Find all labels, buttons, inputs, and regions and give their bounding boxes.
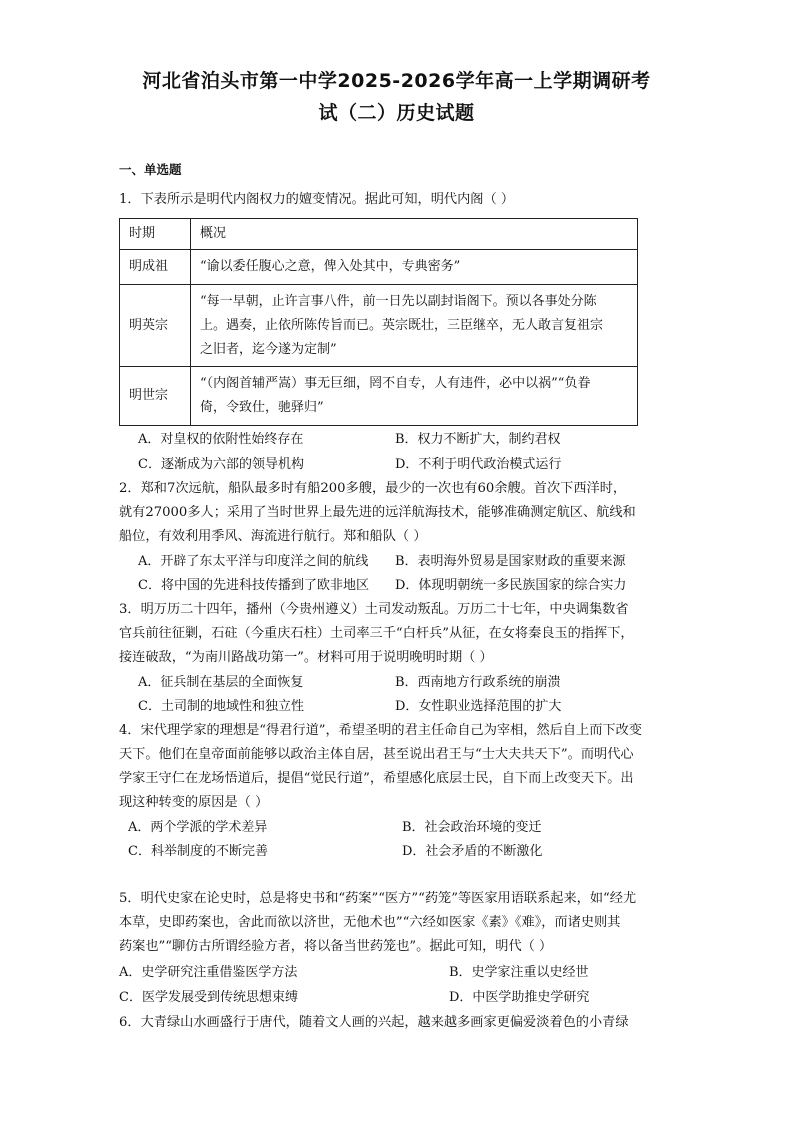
table-header-cell: 时期 [120,219,191,250]
table-header-row [120,219,638,250]
q3-line: 接连破敌，“为南川路战功第一”。材料可用于说明晚明时期（ ） [119,650,493,665]
title-line-1: 河北省泊头市第一中学2025-2026学年高一上学期调研考 [142,70,651,92]
table-row [120,250,638,285]
table-period-cell: 明世宗 [120,367,191,426]
q5-line: 药案也”“聊仿古所谓经验方者，将以备当世药笼也”。据此可知，明代（ ） [119,939,553,954]
q1-option-d[interactable]: D．不利于明代政治模式运行 [395,457,562,472]
q3-option-c[interactable]: C．土司制的地域性和独立性 [138,699,304,714]
q2-option-c[interactable]: C．将中国的先进科技传播到了欧非地区 [138,578,369,593]
q3-option-a[interactable]: A．征兵制在基层的全面恢复 [138,675,304,690]
q2-line: 2．郑和7次远航，船队最多时有船200多艘，最少的一次也有60余艘。首次下西洋时， [119,481,627,496]
table-row [120,285,638,367]
q4-option-b[interactable]: B．社会政治环境的变迁 [402,820,542,835]
q5-line: 本草，史即药案也，舍此而欲以济世，无他术也”“六经如医家《素》《难》，而诸史则其 [119,915,621,930]
q5-option-d[interactable]: D．中医学助推史学研究 [449,990,590,1005]
q1-option-c[interactable]: C．逐渐成为六部的领导机构 [138,457,304,472]
q5-option-a[interactable]: A．史学研究注重借鉴医学方法 [119,965,298,980]
q3-option-b[interactable]: B．西南地方行政系统的崩溃 [395,675,561,690]
q5-line: 5．明代史家在论史时，总是将史书和“药案”“医方”“药笼”等医家用语联系起来，如“经尤 [119,891,637,906]
cell-line: “（内阁首辅严嵩）事无巨细，罔不自专，人有违件，必中以祸”“负眷 [200,376,591,391]
q2-option-d[interactable]: D．体现明朝统一多民族国家的综合实力 [395,578,627,593]
q4-line: 天下。他们在皇帝面前能够以政治主体自居，甚至说出君王与“士大夫共天下”。而明代心 [119,747,634,762]
q4-line: 现这种转变的原因是（ ） [119,795,269,810]
q6-line: 6．大青绿山水画盛行于唐代，随着文人画的兴起，越来越多画家更偏爱淡着色的小青绿 [119,1015,629,1030]
q4-line: 4．宋代理学家的理想是“得君行道”，希望圣明的君主任命自己为宰相，然后自上而下改变 [119,723,642,738]
cell-line: “每一早朝，止许言事八件，前一日先以副封诣阁下。预以各事处分陈 [200,293,597,309]
title-line-2: 试（二）历史试题 [318,102,475,124]
table-header-cell: 概况 [191,219,638,250]
q2-option-b[interactable]: B．表明海外贸易是国家财政的重要来源 [395,554,626,569]
q4-option-a[interactable]: A．两个学派的学术差异 [128,820,268,835]
table-period-cell: 明成祖 [120,250,191,285]
cell-line: 之旧者，迄今遂为定制” [200,341,337,357]
table-period-cell: 明英宗 [120,285,191,367]
q2-option-a[interactable]: A．开辟了东太平洋与印度洋之间的航线 [138,554,369,569]
q4-line: 学家王守仁在龙场悟道后，提倡“觉民行道”，希望感化底层士民，自下而上改变天下。出 [119,771,634,786]
q3-line: 官兵前往征剿，石砫（今重庆石柱）土司率三千“白杆兵”从征，在女将秦良玉的指挥下， [119,626,634,641]
table-row [120,367,638,426]
q3-line: 3．明万历二十四年，播州（今贵州遵义）土司发动叛乱。万历二十七年，中央调集数省 [119,602,629,617]
table-content-cell [191,250,638,285]
q1-stem: 1．下表所示是明代内阁权力的嬗变情况。据此可知，明代内阁（ ） [119,192,515,207]
q3-option-d[interactable]: D．女性职业选择范围的扩大 [395,699,562,714]
q2-line: 就有27000多人；采用了当时世界上最先进的远洋航海技术，能够准确测定航区、航线和 [119,505,636,520]
q2-line: 船位，有效利用季风、海流进行航行。郑和船队（ ） [119,529,427,544]
q1-option-a[interactable]: A．对皇权的依附性始终存在 [138,432,304,447]
section-heading: 一、单选题 [119,162,182,177]
table-content-cell [191,367,638,426]
q1-option-b[interactable]: B．权力不断扩大，制约君权 [395,432,561,447]
q5-option-b[interactable]: B．史学家注重以史经世 [449,965,589,980]
q4-option-d[interactable]: D．社会矛盾的不断激化 [402,844,543,859]
q5-option-c[interactable]: C．医学发展受到传统思想束缚 [119,990,298,1005]
q1-table [119,218,638,426]
table-content-cell [191,285,638,367]
cell-line: 上。遇奏，止依所陈传旨而已。英宗既壮，三臣继卒，无人敢言复祖宗 [200,317,604,333]
cell-line: “谕以委任腹心之意，俾入处其中，专典密务” [200,259,461,274]
cell-line: 倚，令致仕，驰驿归” [200,400,324,415]
q4-option-c[interactable]: C．科举制度的不断完善 [128,844,268,859]
